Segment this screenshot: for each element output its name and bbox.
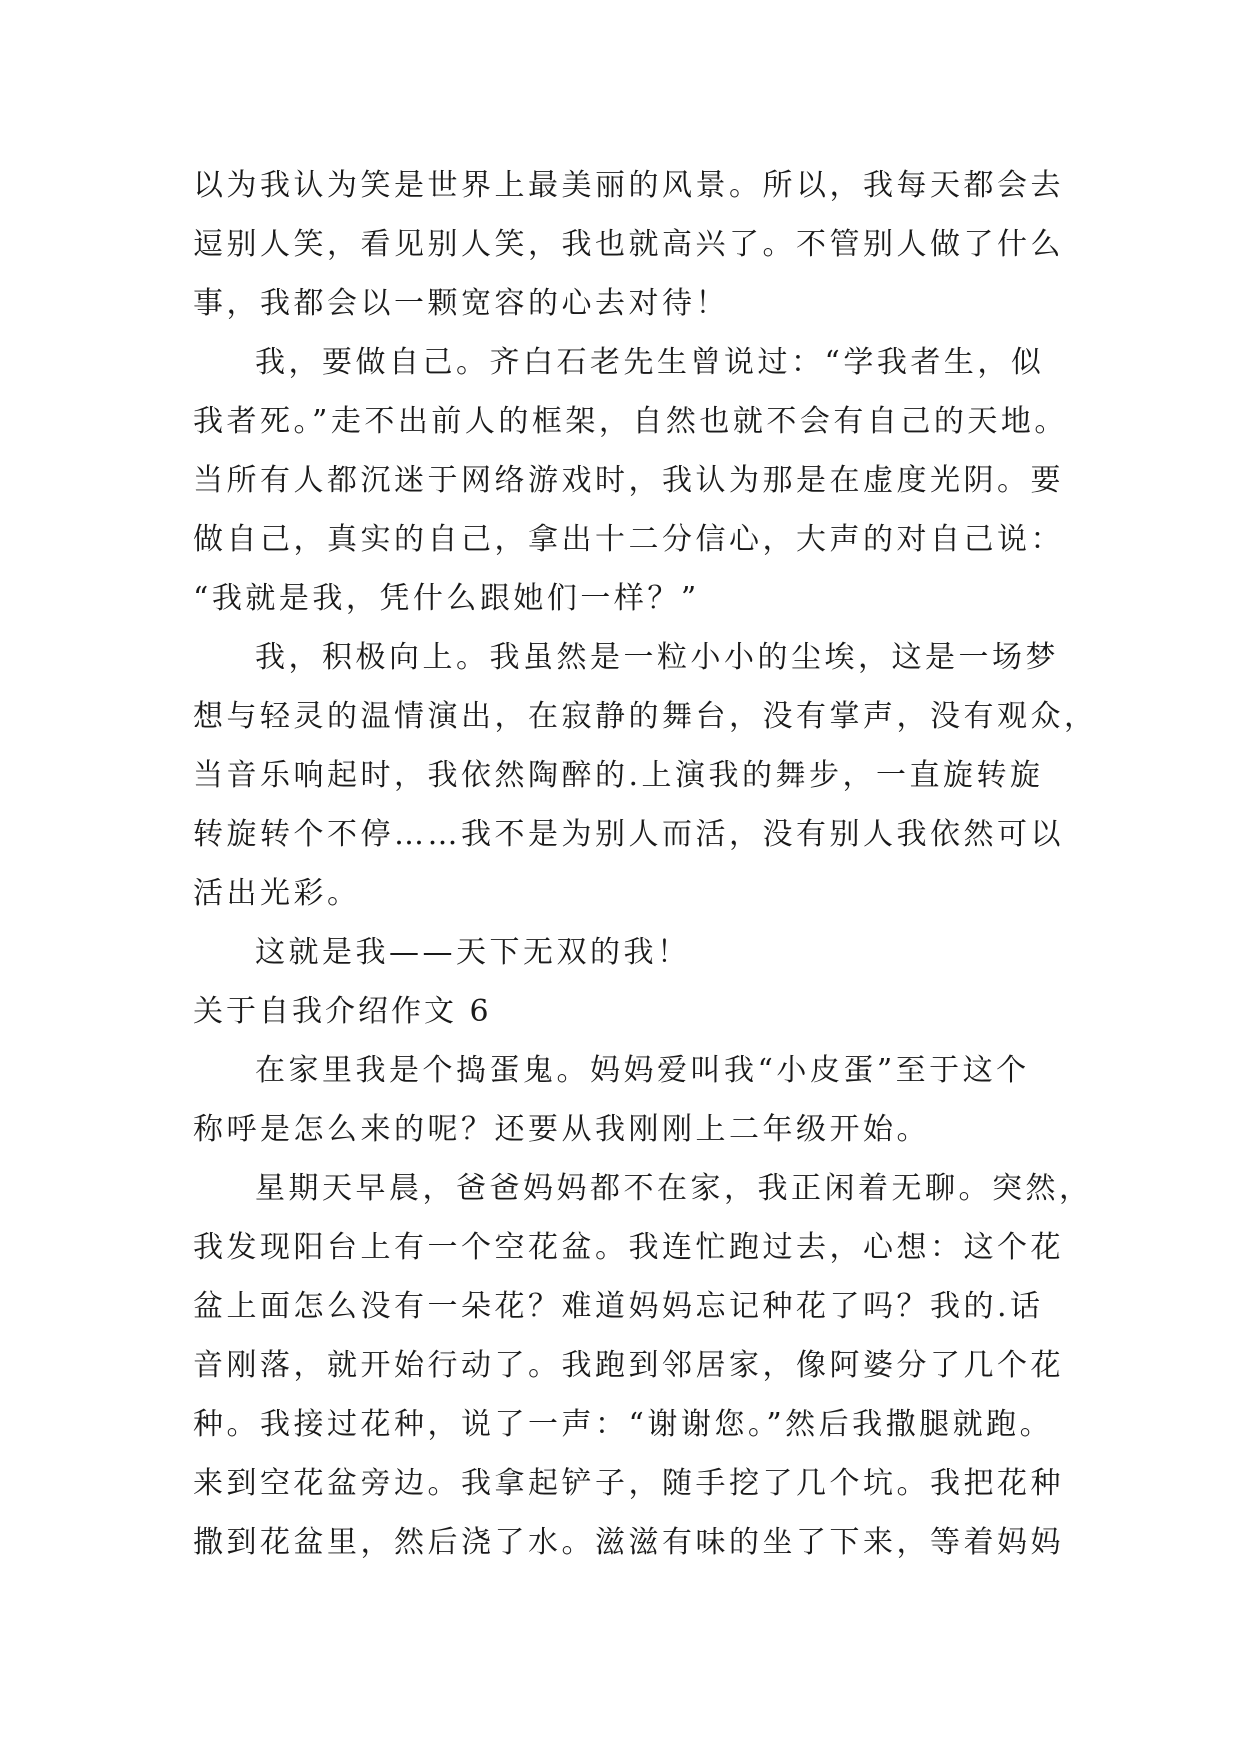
paragraph-start-line: 在家里我是个捣蛋鬼。妈妈爱叫我“小皮蛋”至于这个 (255, 1053, 1030, 1088)
text-line: 以为我认为笑是世界上最美丽的风景。所以，我每天都会去 (193, 168, 1064, 203)
paragraph-start-line: 我，积极向上。我虽然是一粒小小的尘埃，这是一场梦 (255, 640, 1059, 675)
text-line: 我者死。”走不出前人的框架，自然也就不会有自己的天地。 (193, 404, 1068, 439)
text-line: 逗别人笑，看见别人笑，我也就高兴了。不管别人做了什么 (193, 227, 1064, 262)
text-line: “我就是我，凭什么跟她们一样？” (193, 581, 700, 616)
text-line: 转旋转个不停……我不是为别人而活，没有别人我依然可以 (193, 817, 1064, 852)
document-page (193, 156, 1098, 1572)
section-heading: 关于自我介绍作文 6 (193, 994, 492, 1029)
text-line: 称呼是怎么来的呢？还要从我刚刚上二年级开始。 (193, 1112, 930, 1147)
text-line: 音刚落，就开始行动了。我跑到邻居家，像阿婆分了几个花 (193, 1348, 1064, 1383)
text-line: 当音乐响起时，我依然陶醉的.上演我的舞步，一直旋转旋 (193, 758, 1044, 793)
text-line: 盆上面怎么没有一朵花？难道妈妈忘记种花了吗？我的.话 (193, 1289, 1044, 1324)
text-line: 活出光彩。 (193, 876, 361, 911)
paragraph-start-line: 这就是我——天下无双的我！ (255, 935, 691, 970)
text-line: 来到空花盆旁边。我拿起铲子，随手挖了几个坑。我把花种 (193, 1466, 1064, 1501)
text-line: 我发现阳台上有一个空花盆。我连忙跑过去，心想：这个花 (193, 1230, 1064, 1265)
text-line: 种。我接过花种，说了一声：“谢谢您。”然后我撒腿就跑。 (193, 1407, 1054, 1442)
text-line: 撒到花盆里，然后浇了水。滋滋有味的坐了下来，等着妈妈 (193, 1525, 1064, 1560)
text-line: 事，我都会以一颗宽容的心去对待！ (193, 286, 729, 321)
text-line: 做自己，真实的自己，拿出十二分信心，大声的对自己说： (193, 522, 1064, 557)
text-line: 当所有人都沉迷于网络游戏时，我认为那是在虚度光阴。要 (193, 463, 1064, 498)
paragraph-start-line: 我，要做自己。齐白石老先生曾说过：“学我者生，似 (255, 345, 1045, 380)
paragraph-start-line: 星期天早晨，爸爸妈妈都不在家，我正闲着无聊。突然， (255, 1171, 1093, 1206)
text-line: 想与轻灵的温情演出，在寂静的舞台，没有掌声，没有观众， (193, 699, 1098, 734)
